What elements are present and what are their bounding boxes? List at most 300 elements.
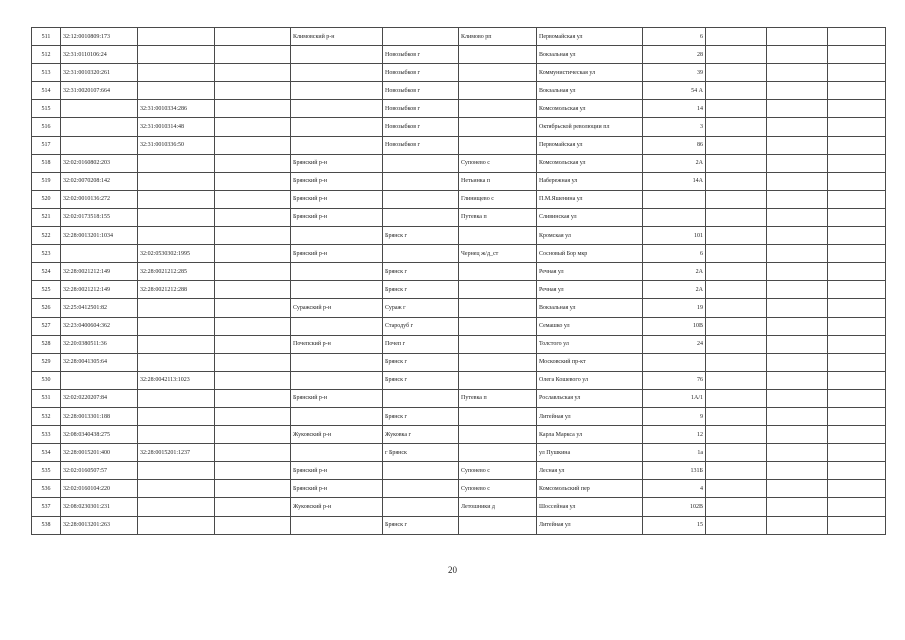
- cell-empty-2-cell: [767, 462, 828, 480]
- cell-empty-1-cell: [706, 208, 767, 226]
- street-cell: Вокзальная ул: [537, 46, 643, 64]
- building-cell: 2А: [643, 281, 706, 299]
- district-cell: [291, 407, 383, 425]
- cadastral-number-cell: 32:31:0110106:24: [61, 46, 138, 64]
- cell-empty-1-cell: [706, 118, 767, 136]
- settlement-cell: [459, 118, 537, 136]
- cell-empty-2-cell: [767, 389, 828, 407]
- building-cell: 2А: [643, 263, 706, 281]
- cadastral-number-cell: 32:02:0160104:220: [61, 480, 138, 498]
- city-cell: г Брянск: [383, 444, 459, 462]
- cadastral-number-cell: 32:02:0160507:57: [61, 462, 138, 480]
- city-cell: [383, 28, 459, 46]
- cell-extra-cell: [215, 136, 291, 154]
- cell-empty-1-cell: [706, 227, 767, 245]
- district-cell: [291, 353, 383, 371]
- cadastral-number-cell: 32:31:0020107:664: [61, 82, 138, 100]
- city-cell: [383, 208, 459, 226]
- city-cell: Новозыбков г: [383, 118, 459, 136]
- cell-empty-1-cell: [706, 299, 767, 317]
- row-number-cell: 536: [32, 480, 61, 498]
- cell-empty-3-cell: [828, 28, 886, 46]
- cadastral-number-cell: [61, 118, 138, 136]
- cell-empty-1-cell: [706, 389, 767, 407]
- city-cell: Жуковка г: [383, 426, 459, 444]
- settlement-cell: Летошники д: [459, 498, 537, 516]
- cell-empty-3-cell: [828, 46, 886, 64]
- table-row: [32, 299, 886, 317]
- district-cell: [291, 227, 383, 245]
- cadastral-number-cell: 32:08:0340438:275: [61, 426, 138, 444]
- cell-extra-cell: [215, 118, 291, 136]
- cell-empty-3-cell: [828, 444, 886, 462]
- cell-empty-2-cell: [767, 263, 828, 281]
- cell-empty-2-cell: [767, 245, 828, 263]
- register-sheet: [31, 27, 886, 535]
- cell-empty-3-cell: [828, 136, 886, 154]
- cell-empty-3-cell: [828, 299, 886, 317]
- street-cell: Вокзальная ул: [537, 82, 643, 100]
- row-number-cell: 512: [32, 46, 61, 64]
- cell-empty-2-cell: [767, 299, 828, 317]
- district-cell: [291, 281, 383, 299]
- city-cell: Брянск г: [383, 407, 459, 425]
- cell-extra-cell: [215, 335, 291, 353]
- settlement-cell: [459, 46, 537, 64]
- cadastral-number-cell: 32:02:0160802:203: [61, 154, 138, 172]
- cell-empty-1-cell: [706, 462, 767, 480]
- building-cell: 4: [643, 480, 706, 498]
- district-cell: Брянский р-н: [291, 154, 383, 172]
- settlement-cell: [459, 227, 537, 245]
- cell-empty-3-cell: [828, 389, 886, 407]
- cell-empty-1-cell: [706, 335, 767, 353]
- building-cell: 14: [643, 100, 706, 118]
- cadastral-number-cell: 32:28:0015201:400: [61, 444, 138, 462]
- row-number-cell: 522: [32, 227, 61, 245]
- cell-extra-cell: [215, 190, 291, 208]
- street-cell: Речная ул: [537, 263, 643, 281]
- cell-empty-2-cell: [767, 371, 828, 389]
- cadastral-number-2-cell: [138, 317, 215, 335]
- cadastral-number-cell: 32:28:0021212:149: [61, 281, 138, 299]
- cell-extra-cell: [215, 245, 291, 263]
- cadastral-number-cell: 32:28:0013201:263: [61, 516, 138, 534]
- table-row: [32, 100, 886, 118]
- cell-empty-3-cell: [828, 263, 886, 281]
- settlement-cell: [459, 299, 537, 317]
- cell-empty-2-cell: [767, 516, 828, 534]
- cell-empty-1-cell: [706, 371, 767, 389]
- cadastral-number-2-cell: 32:31:0010314:48: [138, 118, 215, 136]
- cell-empty-2-cell: [767, 208, 828, 226]
- cadastral-number-cell: 32:28:0021212:149: [61, 263, 138, 281]
- cell-empty-3-cell: [828, 118, 886, 136]
- city-cell: [383, 154, 459, 172]
- row-number-cell: 524: [32, 263, 61, 281]
- street-cell: Комсомольский пер: [537, 480, 643, 498]
- building-cell: 6: [643, 28, 706, 46]
- table-row: [32, 64, 886, 82]
- cadastral-number-2-cell: 32:31:0010336:50: [138, 136, 215, 154]
- street-cell: Кромская ул: [537, 227, 643, 245]
- table-row: [32, 389, 886, 407]
- cadastral-number-2-cell: 32:28:0021212:285: [138, 263, 215, 281]
- street-cell: Первомайская ул: [537, 28, 643, 46]
- cadastral-number-cell: 32:20:0380511:36: [61, 335, 138, 353]
- cadastral-number-2-cell: [138, 389, 215, 407]
- row-number-cell: 529: [32, 353, 61, 371]
- cell-extra-cell: [215, 28, 291, 46]
- row-number-cell: 525: [32, 281, 61, 299]
- district-cell: Брянский р-н: [291, 389, 383, 407]
- street-cell: Речная ул: [537, 281, 643, 299]
- street-cell: Комсомольская ул: [537, 154, 643, 172]
- cell-empty-2-cell: [767, 335, 828, 353]
- city-cell: Брянск г: [383, 263, 459, 281]
- cell-empty-2-cell: [767, 407, 828, 425]
- table-row: [32, 172, 886, 190]
- city-cell: Новозыбков г: [383, 82, 459, 100]
- city-cell: Брянск г: [383, 516, 459, 534]
- cadastral-number-2-cell: [138, 190, 215, 208]
- cadastral-number-cell: [61, 245, 138, 263]
- table-row: [32, 317, 886, 335]
- building-cell: 2А: [643, 154, 706, 172]
- row-number-cell: 519: [32, 172, 61, 190]
- cell-empty-2-cell: [767, 190, 828, 208]
- row-number-cell: 514: [32, 82, 61, 100]
- cadastral-number-2-cell: 32:28:0015201:1237: [138, 444, 215, 462]
- cell-empty-2-cell: [767, 444, 828, 462]
- row-number-cell: 517: [32, 136, 61, 154]
- table-row: [32, 136, 886, 154]
- cell-empty-1-cell: [706, 426, 767, 444]
- cell-extra-cell: [215, 82, 291, 100]
- street-cell: Литейная ул: [537, 407, 643, 425]
- district-cell: [291, 82, 383, 100]
- street-cell: Толстого ул: [537, 335, 643, 353]
- cadastral-number-cell: [61, 371, 138, 389]
- city-cell: [383, 389, 459, 407]
- table-row: [32, 516, 886, 534]
- row-number-cell: 516: [32, 118, 61, 136]
- cell-empty-1-cell: [706, 516, 767, 534]
- cell-empty-3-cell: [828, 100, 886, 118]
- building-cell: 1А/1: [643, 389, 706, 407]
- table-row: [32, 28, 886, 46]
- city-cell: Брянск г: [383, 227, 459, 245]
- cadastral-number-2-cell: [138, 335, 215, 353]
- cell-extra-cell: [215, 100, 291, 118]
- cadastral-number-2-cell: [138, 154, 215, 172]
- table-row: [32, 444, 886, 462]
- cadastral-number-2-cell: 32:02:0530302:1995: [138, 245, 215, 263]
- cell-extra-cell: [215, 516, 291, 534]
- row-number-cell: 531: [32, 389, 61, 407]
- cell-extra-cell: [215, 64, 291, 82]
- district-cell: Брянский р-н: [291, 462, 383, 480]
- settlement-cell: [459, 516, 537, 534]
- cadastral-number-cell: 32:28:0013201:1034: [61, 227, 138, 245]
- settlement-cell: [459, 444, 537, 462]
- row-number-cell: 520: [32, 190, 61, 208]
- cadastral-number-2-cell: [138, 172, 215, 190]
- cell-extra-cell: [215, 389, 291, 407]
- settlement-cell: Нетьинка п: [459, 172, 537, 190]
- city-cell: Брянск г: [383, 353, 459, 371]
- building-cell: 19: [643, 299, 706, 317]
- street-cell: Набережная ул: [537, 172, 643, 190]
- district-cell: Брянский р-н: [291, 190, 383, 208]
- city-cell: Новозыбков г: [383, 136, 459, 154]
- table-row: [32, 281, 886, 299]
- cell-empty-3-cell: [828, 208, 886, 226]
- district-cell: [291, 444, 383, 462]
- district-cell: [291, 118, 383, 136]
- cadastral-number-cell: 32:02:0010136:272: [61, 190, 138, 208]
- cell-empty-3-cell: [828, 371, 886, 389]
- district-cell: [291, 516, 383, 534]
- settlement-cell: Климово рп: [459, 28, 537, 46]
- cadastral-number-cell: 32:08:0230301:231: [61, 498, 138, 516]
- cell-empty-1-cell: [706, 281, 767, 299]
- city-cell: Новозыбков г: [383, 46, 459, 64]
- row-number-cell: 515: [32, 100, 61, 118]
- district-cell: Жуковский р-н: [291, 426, 383, 444]
- table-row: [32, 335, 886, 353]
- city-cell: [383, 245, 459, 263]
- cadastral-number-2-cell: [138, 407, 215, 425]
- cadastral-number-cell: 32:12:0010809:173: [61, 28, 138, 46]
- cell-extra-cell: [215, 480, 291, 498]
- cadastral-number-cell: [61, 136, 138, 154]
- settlement-cell: [459, 317, 537, 335]
- building-cell: 9: [643, 407, 706, 425]
- cell-empty-3-cell: [828, 245, 886, 263]
- row-number-cell: 535: [32, 462, 61, 480]
- district-cell: [291, 317, 383, 335]
- cadastral-number-2-cell: 32:28:0021212:288: [138, 281, 215, 299]
- district-cell: Брянский р-н: [291, 172, 383, 190]
- row-number-cell: 518: [32, 154, 61, 172]
- building-cell: 12: [643, 426, 706, 444]
- cell-empty-1-cell: [706, 172, 767, 190]
- cell-empty-2-cell: [767, 480, 828, 498]
- city-cell: [383, 498, 459, 516]
- settlement-cell: [459, 281, 537, 299]
- building-cell: [643, 353, 706, 371]
- cell-empty-2-cell: [767, 281, 828, 299]
- row-number-cell: 530: [32, 371, 61, 389]
- street-cell: Лесная ул: [537, 462, 643, 480]
- row-number-cell: 532: [32, 407, 61, 425]
- cadastral-number-2-cell: [138, 462, 215, 480]
- cell-empty-2-cell: [767, 498, 828, 516]
- cell-empty-3-cell: [828, 82, 886, 100]
- settlement-cell: [459, 407, 537, 425]
- cell-extra-cell: [215, 444, 291, 462]
- table-row: [32, 190, 886, 208]
- building-cell: 131Б: [643, 462, 706, 480]
- cell-extra-cell: [215, 462, 291, 480]
- settlement-cell: [459, 64, 537, 82]
- settlement-cell: [459, 100, 537, 118]
- city-cell: Новозыбков г: [383, 100, 459, 118]
- row-number-cell: 533: [32, 426, 61, 444]
- cell-extra-cell: [215, 154, 291, 172]
- settlement-cell: Супонево с: [459, 462, 537, 480]
- street-cell: Вокзальная ул: [537, 299, 643, 317]
- cell-empty-3-cell: [828, 64, 886, 82]
- cell-empty-1-cell: [706, 498, 767, 516]
- city-cell: Стародуб г: [383, 317, 459, 335]
- building-cell: 28: [643, 46, 706, 64]
- table-row: [32, 82, 886, 100]
- settlement-cell: [459, 353, 537, 371]
- cadastral-number-2-cell: [138, 516, 215, 534]
- cell-empty-2-cell: [767, 82, 828, 100]
- building-cell: 6: [643, 245, 706, 263]
- settlement-cell: Глинищево с: [459, 190, 537, 208]
- cell-empty-3-cell: [828, 498, 886, 516]
- cell-empty-2-cell: [767, 426, 828, 444]
- table-row: [32, 46, 886, 64]
- cell-extra-cell: [215, 407, 291, 425]
- cadastral-number-2-cell: [138, 28, 215, 46]
- street-cell: Сливинская ул: [537, 208, 643, 226]
- cell-empty-3-cell: [828, 480, 886, 498]
- cadastral-number-2-cell: [138, 64, 215, 82]
- cell-empty-3-cell: [828, 154, 886, 172]
- building-cell: 101: [643, 227, 706, 245]
- cell-empty-2-cell: [767, 100, 828, 118]
- table-row: [32, 245, 886, 263]
- row-number-cell: 526: [32, 299, 61, 317]
- cell-empty-1-cell: [706, 82, 767, 100]
- city-cell: [383, 190, 459, 208]
- cell-empty-2-cell: [767, 136, 828, 154]
- table-row: [32, 371, 886, 389]
- settlement-cell: Супонево с: [459, 154, 537, 172]
- district-cell: [291, 263, 383, 281]
- street-cell: П.М.Яшенина ул: [537, 190, 643, 208]
- cell-extra-cell: [215, 281, 291, 299]
- cell-empty-2-cell: [767, 46, 828, 64]
- row-number-cell: 534: [32, 444, 61, 462]
- table-row: [32, 480, 886, 498]
- building-cell: [643, 190, 706, 208]
- street-cell: Первомайская ул: [537, 136, 643, 154]
- district-cell: [291, 46, 383, 64]
- table-row: [32, 263, 886, 281]
- cadastral-number-cell: 32:28:0041305:64: [61, 353, 138, 371]
- street-cell: Сосновый Бор мкр: [537, 245, 643, 263]
- cell-empty-2-cell: [767, 118, 828, 136]
- cadastral-number-cell: 32:02:0070208:142: [61, 172, 138, 190]
- street-cell: Литейная ул: [537, 516, 643, 534]
- cell-empty-1-cell: [706, 46, 767, 64]
- cadastral-number-cell: [61, 100, 138, 118]
- cell-extra-cell: [215, 498, 291, 516]
- cell-extra-cell: [215, 299, 291, 317]
- cell-empty-2-cell: [767, 172, 828, 190]
- cell-empty-3-cell: [828, 172, 886, 190]
- district-cell: [291, 64, 383, 82]
- cell-empty-1-cell: [706, 64, 767, 82]
- cell-empty-3-cell: [828, 407, 886, 425]
- cadastral-number-cell: 32:02:0220207:84: [61, 389, 138, 407]
- district-cell: Брянский р-н: [291, 480, 383, 498]
- city-cell: Почеп г: [383, 335, 459, 353]
- building-cell: [643, 208, 706, 226]
- settlement-cell: [459, 426, 537, 444]
- building-cell: 76: [643, 371, 706, 389]
- street-cell: Олега Кошевого ул: [537, 371, 643, 389]
- table-row: [32, 462, 886, 480]
- row-number-cell: 528: [32, 335, 61, 353]
- property-register-table: [31, 27, 886, 535]
- street-cell: Карла Маркса ул: [537, 426, 643, 444]
- cadastral-number-2-cell: [138, 498, 215, 516]
- street-cell: Московский пр-кт: [537, 353, 643, 371]
- cell-empty-1-cell: [706, 245, 767, 263]
- cell-empty-3-cell: [828, 516, 886, 534]
- cell-empty-1-cell: [706, 154, 767, 172]
- cadastral-number-cell: 32:23:0400604:362: [61, 317, 138, 335]
- district-cell: Брянский р-н: [291, 245, 383, 263]
- cadastral-number-2-cell: [138, 208, 215, 226]
- row-number-cell: 511: [32, 28, 61, 46]
- district-cell: Климовский р-н: [291, 28, 383, 46]
- row-number-cell: 527: [32, 317, 61, 335]
- cadastral-number-cell: 32:31:0010320:261: [61, 64, 138, 82]
- settlement-cell: [459, 371, 537, 389]
- settlement-cell: Путевка п: [459, 389, 537, 407]
- cell-extra-cell: [215, 46, 291, 64]
- cell-empty-2-cell: [767, 154, 828, 172]
- cell-empty-3-cell: [828, 335, 886, 353]
- building-cell: 24: [643, 335, 706, 353]
- table-row: [32, 208, 886, 226]
- building-cell: 1а: [643, 444, 706, 462]
- cell-empty-1-cell: [706, 353, 767, 371]
- table-row: [32, 154, 886, 172]
- cadastral-number-2-cell: [138, 82, 215, 100]
- cell-empty-2-cell: [767, 317, 828, 335]
- table-row: [32, 498, 886, 516]
- cell-empty-1-cell: [706, 28, 767, 46]
- district-cell: Почепский р-н: [291, 335, 383, 353]
- city-cell: [383, 172, 459, 190]
- street-cell: Шоссейная ул: [537, 498, 643, 516]
- settlement-cell: Супонево с: [459, 480, 537, 498]
- district-cell: [291, 136, 383, 154]
- building-cell: 10В: [643, 317, 706, 335]
- street-cell: Рославльская ул: [537, 389, 643, 407]
- cell-extra-cell: [215, 208, 291, 226]
- cadastral-number-2-cell: [138, 227, 215, 245]
- street-cell: Комсомольская ул: [537, 100, 643, 118]
- row-number-cell: 537: [32, 498, 61, 516]
- settlement-cell: Путевка п: [459, 208, 537, 226]
- cell-extra-cell: [215, 353, 291, 371]
- cell-empty-1-cell: [706, 407, 767, 425]
- cell-extra-cell: [215, 263, 291, 281]
- cell-extra-cell: [215, 371, 291, 389]
- cell-empty-3-cell: [828, 426, 886, 444]
- cell-empty-1-cell: [706, 100, 767, 118]
